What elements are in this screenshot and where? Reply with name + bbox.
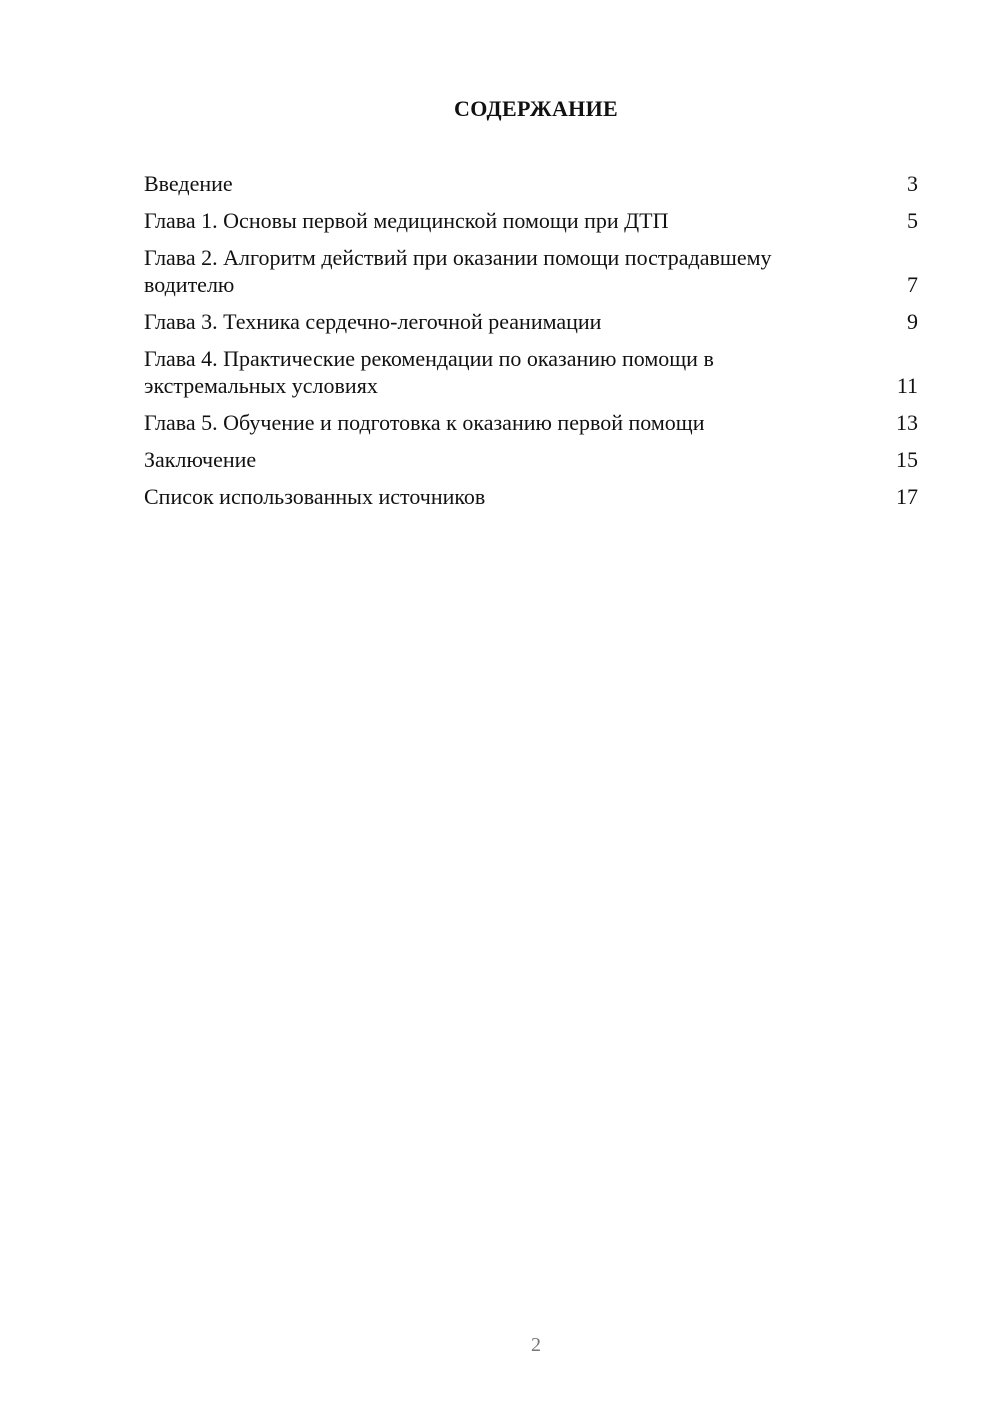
toc-entry-page: 17 <box>896 484 918 509</box>
toc-entry-page: 5 <box>907 208 918 233</box>
toc-entry-page: 3 <box>907 171 918 196</box>
table-of-contents <box>144 170 918 520</box>
toc-entry-page: 11 <box>896 373 918 398</box>
toc-entry-chapter-4 <box>144 345 918 399</box>
toc-entry-text: Глава 4. Практические рекомендации по оказанию помощи в экстремальных условиях <box>144 346 714 398</box>
toc-entry-text: Введение <box>144 171 233 196</box>
toc-entry-introduction <box>144 170 918 197</box>
toc-entry-text: Глава 1. Основы первой медицинской помощи при ДТП <box>144 208 669 233</box>
toc-entry-conclusion <box>144 446 918 473</box>
toc-entry-page: 15 <box>896 447 918 472</box>
toc-entry-chapter-3 <box>144 308 918 335</box>
page-number: 2 <box>531 1334 541 1356</box>
toc-entry-references <box>144 483 918 510</box>
toc-entry-chapter-5 <box>144 409 918 436</box>
toc-entry-chapter-2 <box>144 244 918 298</box>
toc-entry-page: 7 <box>907 272 918 297</box>
toc-entry-text: Глава 2. Алгоритм действий при оказании помощи пострадавшему водителю <box>144 245 772 297</box>
toc-entry-page: 9 <box>907 309 918 334</box>
toc-entry-text: Глава 3. Техника сердечно-легочной реанимации <box>144 309 602 334</box>
toc-entry-text: Заключение <box>144 447 257 472</box>
toc-entry-text: Список использованных источников <box>144 484 486 509</box>
toc-entry-chapter-1 <box>144 207 918 234</box>
toc-entry-page: 13 <box>896 410 918 435</box>
toc-title: СОДЕРЖАНИЕ <box>454 96 618 121</box>
toc-entry-text: Глава 5. Обучение и подготовка к оказанию первой помощи <box>144 410 705 435</box>
